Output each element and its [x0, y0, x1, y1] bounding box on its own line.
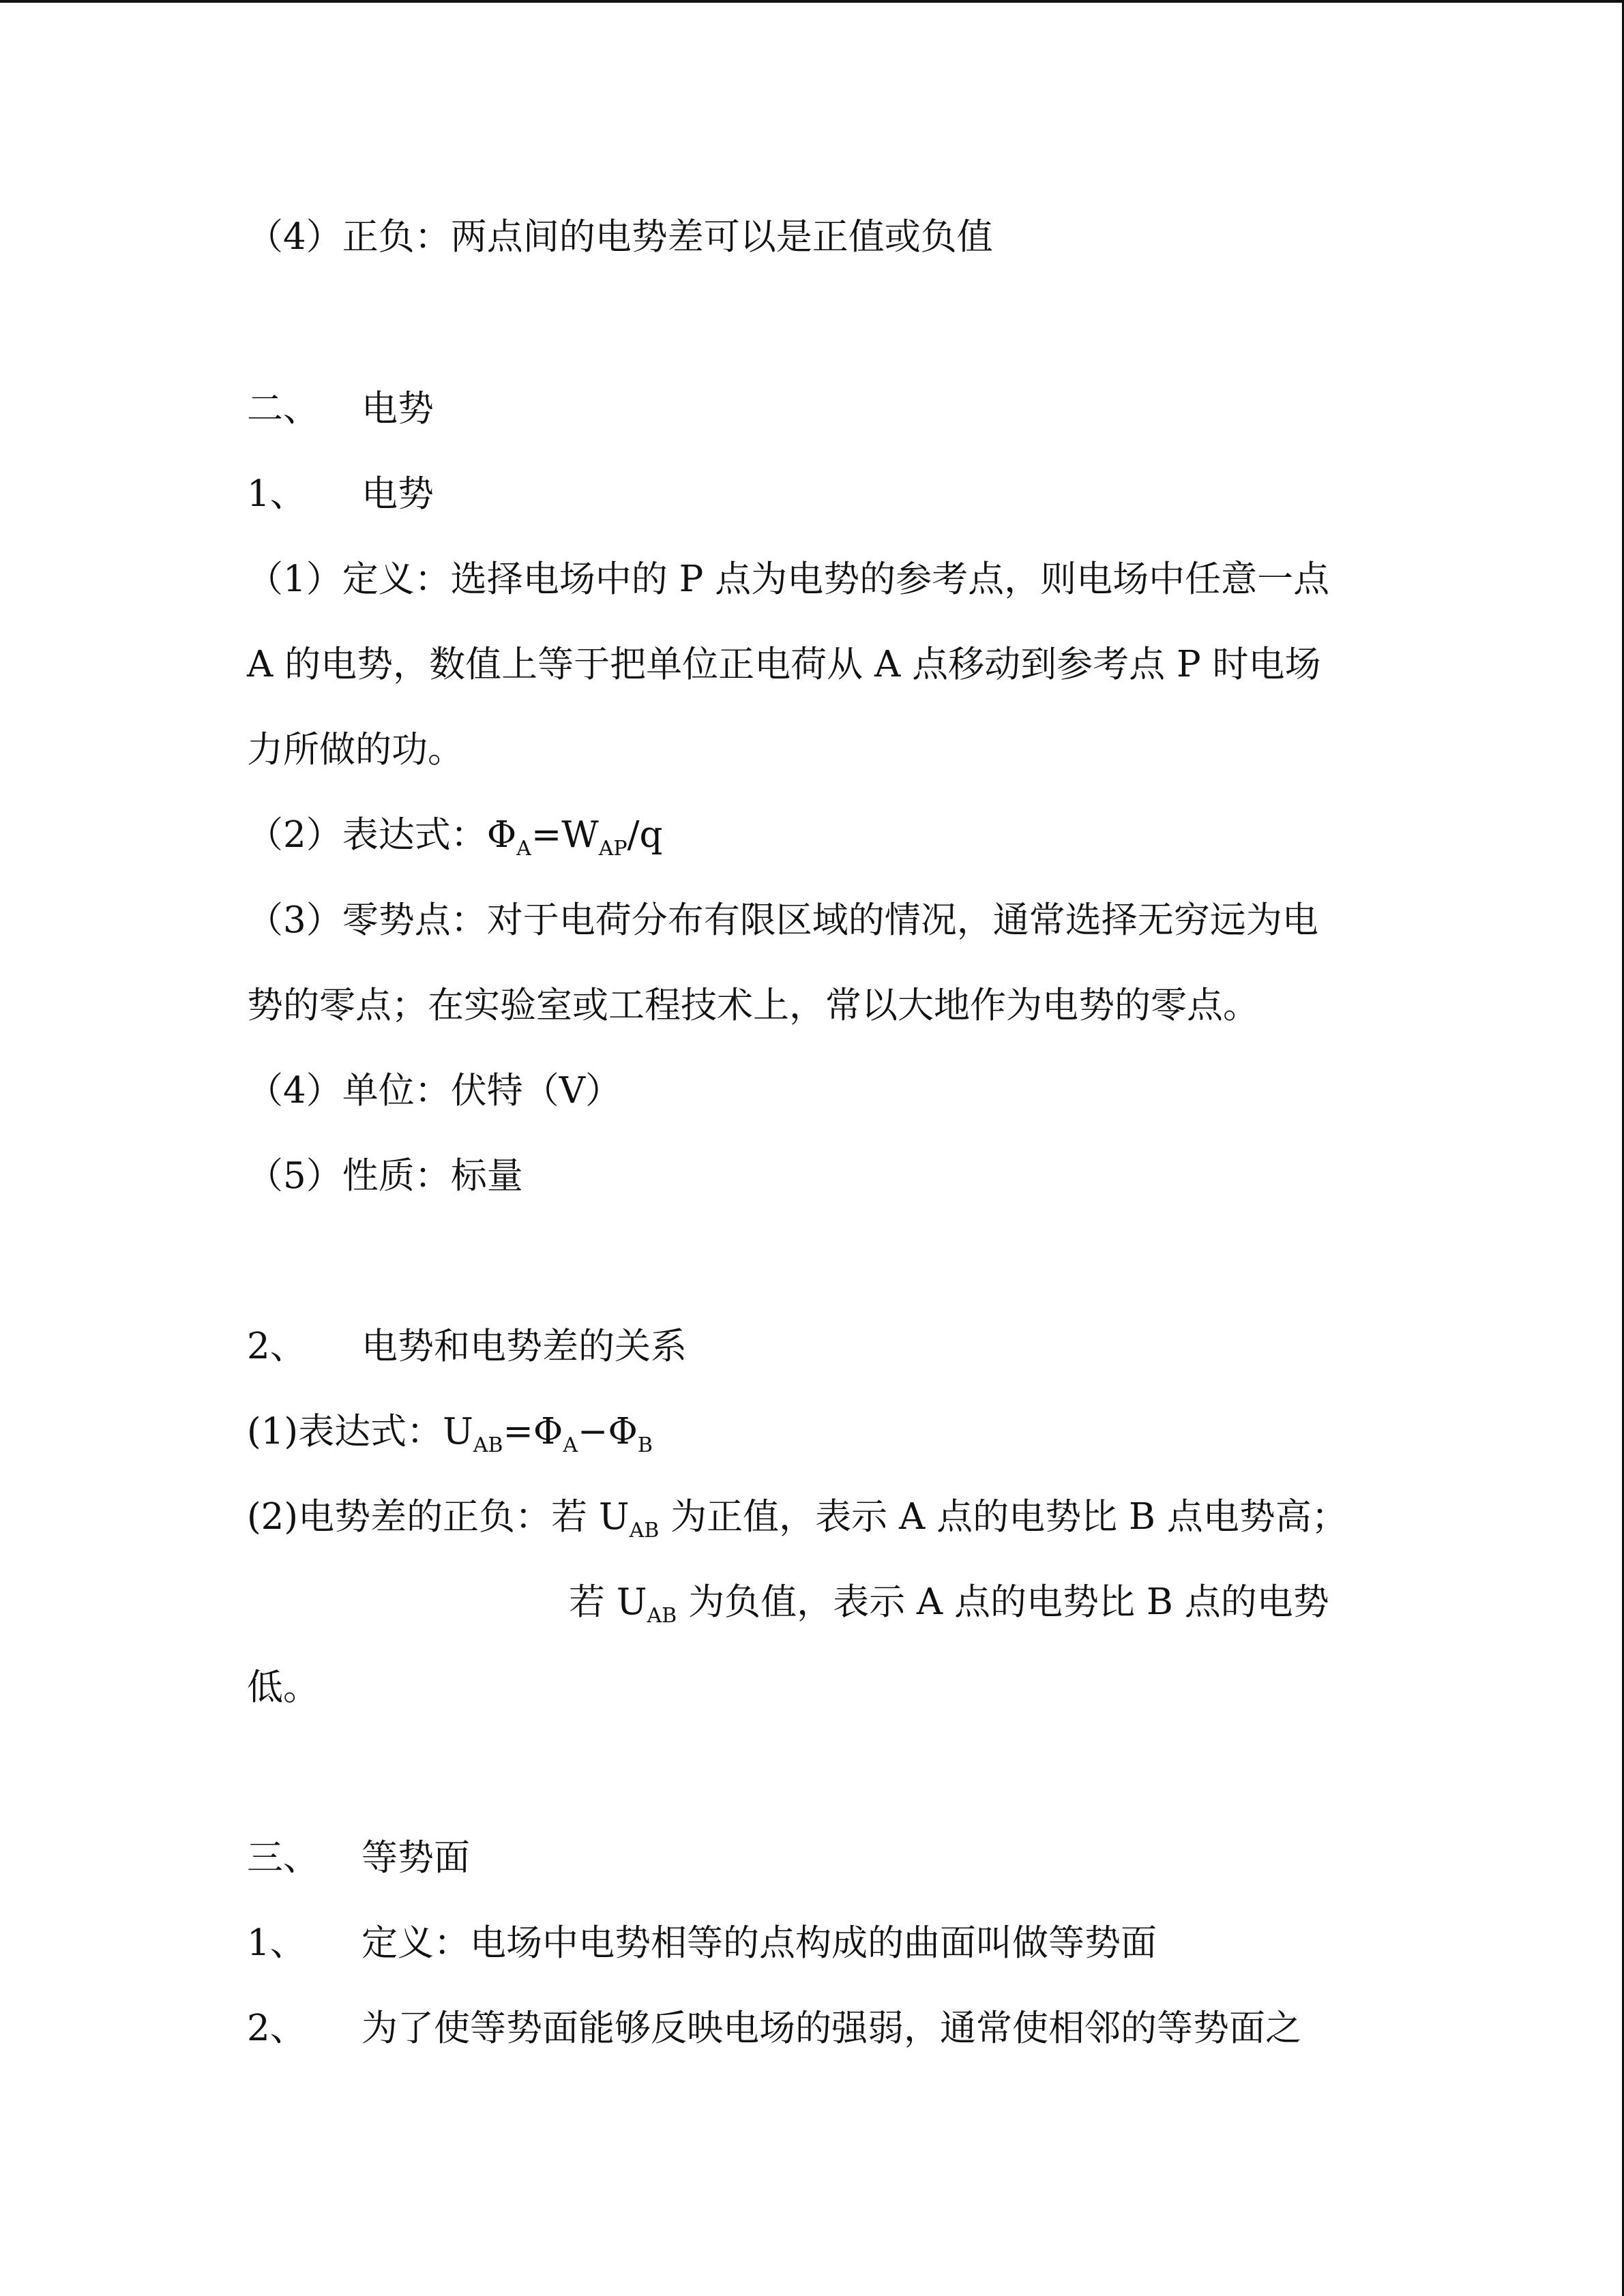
section-title: 等势面	[361, 1837, 470, 1879]
formula-text: 若 $U_{AB}$ 为负值，表示 A 点的电势比 B 点的电势	[569, 1581, 1329, 1628]
text-line: （3）零势点：对于电荷分布有限区域的情况，通常选择无穷远为电	[247, 899, 1318, 941]
subheading-1	[247, 1916, 1157, 1971]
section-number: 二、	[247, 388, 319, 430]
item-title: 定义：电场中电势相等的点构成的曲面叫做等势面	[361, 1922, 1157, 1964]
heading-section-2	[247, 382, 434, 436]
subheading-2	[247, 2001, 1301, 2056]
formula-label: （2）表达式：$\Phi_A=W_{AP}/q$	[247, 814, 663, 861]
formula-line	[247, 1405, 653, 1459]
heading-section-3	[247, 1831, 470, 1885]
item-title: 电势	[361, 473, 434, 515]
formula-label: (1)表达式：$U_{AB}=\Phi_A-\Phi_B$	[247, 1411, 653, 1457]
text-line: （1）定义：选择电场中的 P 点为电势的参考点，则电场中任意一点	[247, 558, 1330, 600]
text-line: （4）正负：两点间的电势差可以是正值或负值	[247, 216, 993, 258]
item-number: 1、	[247, 1922, 306, 1964]
item-number: 2、	[247, 1326, 306, 1367]
text-line	[247, 1490, 1348, 1545]
text-line: A 的电势，数值上等于把单位正电荷从 A 点移动到参考点 P 时电场	[247, 644, 1321, 685]
text-line: （4）单位：伏特（V）	[247, 1070, 621, 1112]
item-title: 为了使等势面能够反映电场的强弱，通常使相邻的等势面之	[361, 2008, 1301, 2049]
item-number: 2、	[247, 2008, 306, 2049]
formula-text: (2)电势差的正负：若 $U_{AB}$ 为正值，表示 A 点的电势比 B 点电势高；	[247, 1496, 1348, 1542]
subheading-2	[247, 1320, 687, 1374]
section-title: 电势	[361, 388, 434, 430]
text-line: 势的零点；在实验室或工程技术上，常以大地作为电势的零点。	[247, 985, 1259, 1026]
formula-line	[247, 808, 662, 863]
text-line: 低。	[247, 1667, 319, 1708]
section-number: 三、	[247, 1837, 319, 1879]
item-number: 1、	[247, 473, 306, 515]
text-line: （5）性质：标量	[247, 1155, 523, 1197]
text-line: 力所做的功。	[247, 729, 464, 771]
page-top-border	[0, 0, 1624, 3]
subheading-1	[247, 467, 434, 522]
item-title: 电势和电势差的关系	[361, 1326, 687, 1367]
